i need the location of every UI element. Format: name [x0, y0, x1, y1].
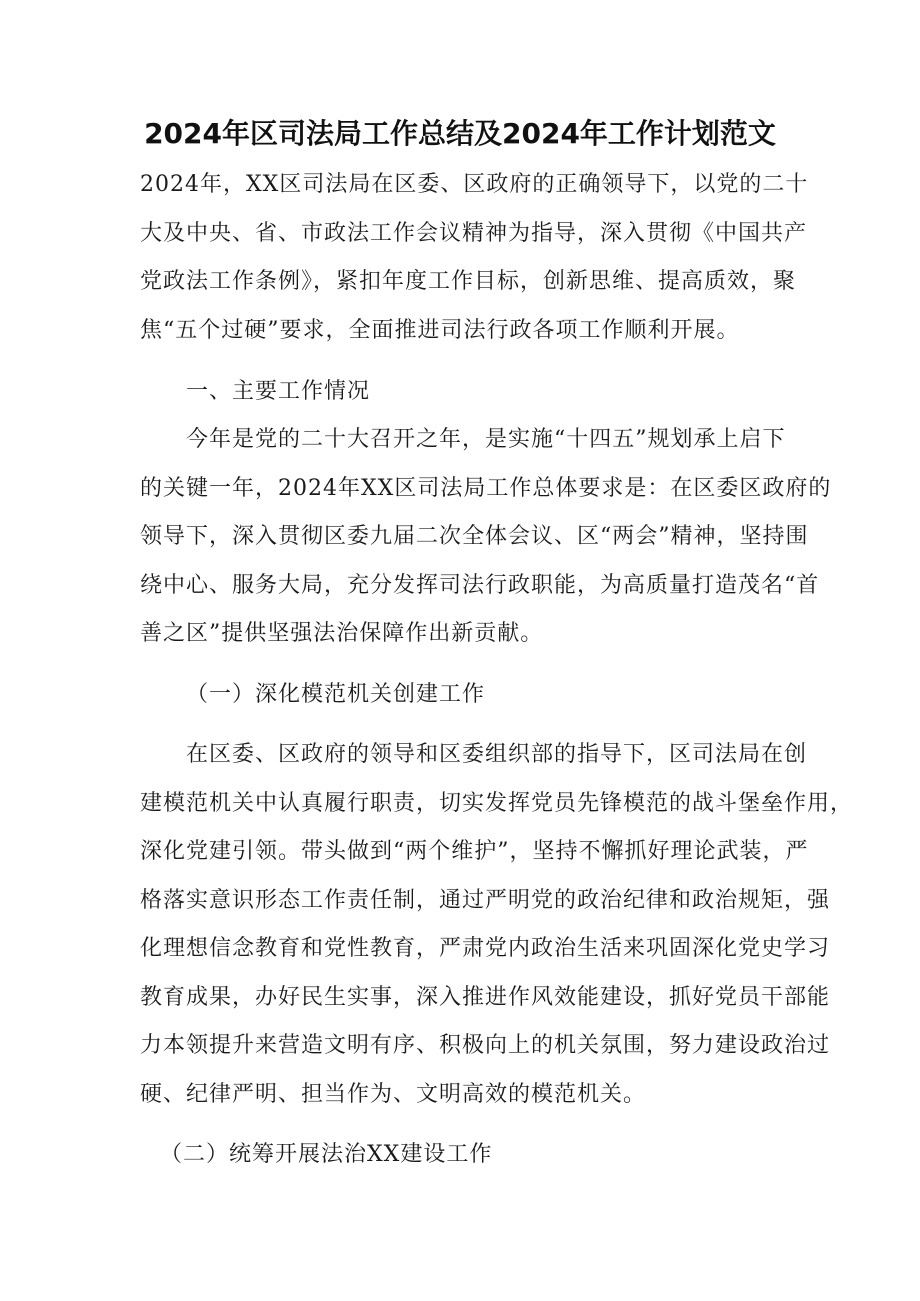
- paragraph-line: 教育成果，办好民生实事，深入推进作风效能建设，抓好党员干部能: [140, 985, 831, 1010]
- paragraph-line: 硬、纪律严明、担当作为、文明高效的模范机关。: [140, 1082, 647, 1107]
- paragraph-line: 领导下，深入贯彻区委九届二次全体会议、区“两会”精神，坚持围: [140, 524, 809, 549]
- intro-line: 大及中央、省、市政法工作会议精神为指导，深入贯彻《中国共产: [140, 221, 808, 246]
- paragraph-line: 善之区”提供坚强法治保障作出新贡献。: [140, 621, 544, 646]
- section-heading: 一、主要工作情况: [186, 379, 371, 404]
- subsection-heading: （一）深化模范机关创建工作: [186, 682, 486, 707]
- paragraph-line: 今年是党的二十大召开之年，是实施“十四五”规划承上启下: [186, 427, 786, 452]
- paragraph-line: 深化党建引领。带头做到“两个维护”，坚持不懈抓好理论武装，严: [140, 839, 809, 864]
- paragraph-line: 在区委、区政府的领导和区委组织部的指导下，区司法局在创: [186, 742, 808, 767]
- paragraph-line: 绕中心、服务大局，充分发挥司法行政职能，为高质量打造茂名“首: [140, 573, 820, 598]
- paragraph-line: 力本领提升来营造文明有序、积极向上的机关氛围，努力建设政治过: [140, 1033, 831, 1058]
- paragraph-line: 化理想信念教育和党性教育，严肃党内政治生活来巩固深化党史学习: [140, 936, 831, 961]
- intro-line: 焦“五个过硬”要求，全面推进司法行政各项工作顺利开展。: [140, 318, 740, 343]
- paragraph-line: 建模范机关中认真履行职责，切实发挥党员先锋模范的战斗堡垒作用，: [140, 791, 854, 816]
- paragraph-line: 格落实意识形态工作责任制，通过严明党的政治纪律和政治规矩，强: [140, 888, 831, 913]
- paragraph-line: 的关键一年，2024年XX区司法局工作总体要求是：在区委区政府的: [140, 476, 832, 501]
- intro-line: 党政法工作条例》，紧扣年度工作目标，创新思维、提高质效，聚: [140, 269, 797, 294]
- intro-line: 2024年，XX区司法局在区委、区政府的正确领导下，以党的二十: [140, 172, 809, 197]
- document-title: 2024年区司法局工作总结及2024年工作计划范文: [144, 117, 776, 150]
- subsection-heading: （二）统筹开展法治XX建设工作: [160, 1142, 493, 1167]
